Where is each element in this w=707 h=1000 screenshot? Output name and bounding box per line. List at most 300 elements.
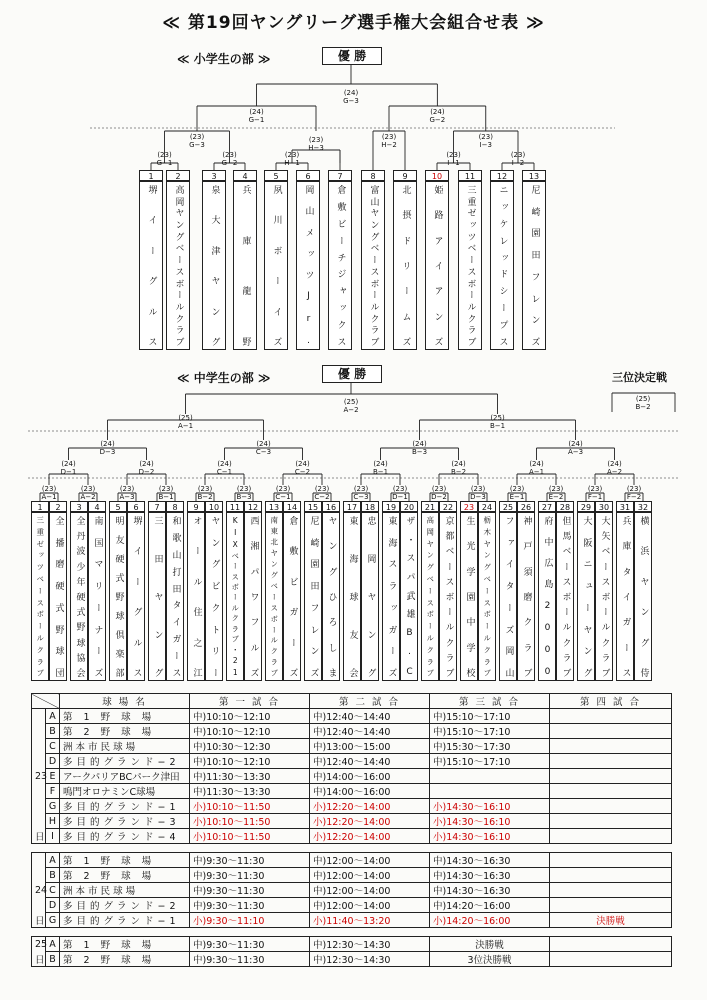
- junior-team-number: 16: [322, 501, 340, 512]
- junior-team-name: オ ー ル 住 之 江: [191, 516, 202, 677]
- schedule-row: [32, 937, 672, 952]
- junior-team-entry: [577, 512, 595, 681]
- game-label: (23) A−2: [80, 485, 96, 501]
- day-cell: [32, 868, 46, 883]
- junior-team-entry: [361, 512, 379, 681]
- game-label: (23) G−3: [189, 133, 205, 149]
- court-code: B: [46, 868, 60, 883]
- game-time: 中)15:30〜17:30: [430, 739, 550, 754]
- venue-name: アークパリアBCパーク津田: [60, 769, 190, 784]
- junior-team-name: ヤ ン グ ひ ろ し ま: [326, 516, 337, 677]
- elementary-team-name: 姫 路 ア イ ア ン ズ: [432, 185, 443, 346]
- game-time: 小)12:20〜14:00: [310, 799, 430, 814]
- game-time: 中)9:30〜11:30: [190, 868, 310, 883]
- game-time: [550, 829, 672, 844]
- junior-team-number: 14: [283, 501, 301, 512]
- elementary-team-name: 尼 崎 園 田 フ レ ン ズ: [529, 185, 540, 346]
- venue-name: 第 1 野 球 場: [60, 853, 190, 868]
- junior-team-number: 28: [556, 501, 574, 512]
- elementary-team-name: 岡 山 メ ッ ツ J r .: [303, 185, 314, 346]
- elementary-team-number: 9: [393, 170, 417, 181]
- schedule-header-row: [32, 694, 672, 709]
- junior-team-name: 三 重 ゼ ッ ツ ベ ー ス ボ ー ル ク ラ ブ: [35, 516, 45, 677]
- elementary-team-name: 倉 敷 ビ ー チ ジ ャ ッ ク ス: [335, 185, 346, 346]
- junior-team-name: 南 国 マ リ ー ナ ー ズ: [92, 516, 103, 677]
- schedule-row: [32, 754, 672, 769]
- junior-team-entry: [244, 512, 262, 681]
- junior-team-entry: [634, 512, 652, 681]
- game-time: 中)12:00〜14:00: [310, 898, 430, 913]
- schedule-row: [32, 898, 672, 913]
- junior-team-entry: [148, 512, 166, 681]
- elementary-team-number: 5: [264, 170, 288, 181]
- day-cell: [32, 898, 46, 913]
- day-cell: 23: [32, 769, 46, 784]
- court-code: G: [46, 799, 60, 814]
- elementary-team-entry: [328, 181, 352, 350]
- block-spacer-cell: [32, 844, 672, 853]
- junior-team-entry: [70, 512, 88, 681]
- game-label: (24) A−2: [606, 460, 623, 476]
- junior-team-entry: [595, 512, 613, 681]
- day-cell: [32, 724, 46, 739]
- game-label: (23) H−3: [308, 136, 324, 152]
- junior-team-name: 東 海 ス ラ ッ ガ ー ズ: [386, 516, 397, 677]
- game-time: 中)11:30〜13:30: [190, 769, 310, 784]
- junior-team-name: 明 友 硬 式 野 球 倶 楽 部: [113, 516, 124, 677]
- elementary-team-entry: [296, 181, 320, 350]
- junior-team-number: 15: [304, 501, 322, 512]
- game-time: 小)9:30〜11:10: [190, 913, 310, 928]
- junior-team-number: 29: [577, 501, 595, 512]
- venue-name: 鳴門オロナミンC球場: [60, 784, 190, 799]
- day-cell: 日: [32, 829, 46, 844]
- elementary-team-entry: [458, 181, 482, 350]
- game-time: 中)12:00〜14:00: [310, 868, 430, 883]
- junior-team-entry: [517, 512, 535, 681]
- junior-team-number: 23: [460, 501, 478, 512]
- junior-team-name: 府 中 広 島 2 0 0 0: [542, 516, 553, 677]
- schedule-row: [32, 739, 672, 754]
- game-label: (23) E−1: [509, 485, 525, 501]
- game-time: 中)12:30〜14:30: [310, 937, 430, 952]
- court-code: C: [46, 739, 60, 754]
- game-time: 中)14:30〜16:30: [430, 868, 550, 883]
- game-time: [550, 784, 672, 799]
- game-time: 中)15:10〜17:10: [430, 724, 550, 739]
- junior-team-number: 18: [361, 501, 379, 512]
- game-label: (23) D−1: [392, 485, 408, 501]
- junior-team-name: 南 東 北 ヤ ン グ ベ ー ス ボ ー ル ク ラ ブ: [269, 516, 279, 677]
- game-time: 中)13:00〜15:00: [310, 739, 430, 754]
- elementary-team-name: 富 山 ヤ ン グ ベ ー ス ボ ー ル ク ラ ブ: [368, 185, 379, 346]
- junior-team-entry: [322, 512, 340, 681]
- game-label: (24) C−2: [294, 460, 311, 476]
- game-time: 中)9:30〜11:30: [190, 952, 310, 967]
- court-code: A: [46, 853, 60, 868]
- junior-team-number: 6: [127, 501, 145, 512]
- column-header: 第 四 試 合: [550, 694, 672, 709]
- elementary-team-name: 夙 川 ボ ー イ ズ: [271, 185, 282, 346]
- game-label: (24) D−2: [138, 460, 155, 476]
- game-time: [550, 799, 672, 814]
- game-label: (23) H−1: [284, 151, 300, 167]
- elementary-team-number: 13: [522, 170, 546, 181]
- elementary-team-number: 7: [328, 170, 352, 181]
- game-time: 中)11:30〜13:30: [190, 784, 310, 799]
- game-time: 小)14:20〜16:00: [430, 913, 550, 928]
- game-time: [550, 937, 672, 952]
- junior-team-entry: [439, 512, 457, 681]
- game-label: (24) D−1: [60, 460, 77, 476]
- schedule-row: [32, 709, 672, 724]
- junior-champion-box: 優 勝: [322, 365, 382, 383]
- junior-team-number: 4: [88, 501, 106, 512]
- game-time: 中)14:20〜16:00: [430, 898, 550, 913]
- elementary-team-name: 高 岡 ヤ ン グ ベ ー ス ボ ー ル ク ラ ブ: [173, 185, 184, 346]
- junior-team-name: 倉 敷 ビ ガ ー ズ: [287, 516, 298, 677]
- game-time: [550, 883, 672, 898]
- junior-team-name: 全 播 磨 硬 式 野 球 団: [53, 516, 64, 677]
- schedule-row: [32, 853, 672, 868]
- column-header: 第 三 試 合: [430, 694, 550, 709]
- junior-team-entry: [31, 512, 49, 681]
- game-time: 小)11:40〜13:20: [310, 913, 430, 928]
- block-spacer: [32, 928, 672, 937]
- game-time: 小)14:30〜16:10: [430, 829, 550, 844]
- junior-team-name: 但 馬 ベ ー ス ボ ー ル ク ラ ブ: [560, 516, 571, 677]
- junior-section-label: ≪ 中学生の部 ≫: [177, 371, 271, 385]
- junior-team-entry: [616, 512, 634, 681]
- day-cell: [32, 739, 46, 754]
- schedule-row: [32, 769, 672, 784]
- game-label: (24) C−1: [216, 460, 233, 476]
- game-label: (23) G−2: [221, 151, 238, 167]
- game-time: 中)12:30〜14:30: [310, 952, 430, 967]
- game-time: 小)14:30〜16:10: [430, 814, 550, 829]
- court-code: A: [46, 937, 60, 952]
- elementary-team-entry: [264, 181, 288, 350]
- game-label: (23) D−3: [470, 485, 486, 501]
- game-time: 決勝戦: [550, 913, 672, 928]
- game-time: 中)14:00〜16:00: [310, 784, 430, 799]
- day-cell: [32, 814, 46, 829]
- block-spacer: [32, 844, 672, 853]
- game-time: [430, 784, 550, 799]
- game-label: (23) I−2: [510, 151, 526, 167]
- junior-team-name: 忠 岡 ヤ ン グ: [365, 516, 376, 677]
- schedule-row: [32, 784, 672, 799]
- game-time: 中)10:10〜12:10: [190, 754, 310, 769]
- day-cell: 日: [32, 952, 46, 967]
- game-time: [550, 739, 672, 754]
- elementary-team-number: 3: [202, 170, 226, 181]
- day-cell: [32, 754, 46, 769]
- game-label: (24) A−1: [528, 460, 545, 476]
- schedule-row: [32, 814, 672, 829]
- game-label: (23) A−1: [41, 485, 57, 501]
- game-label: (25) A−1: [177, 414, 194, 430]
- junior-team-entry: [49, 512, 67, 681]
- junior-team-number: 22: [439, 501, 457, 512]
- game-time: 中)9:30〜11:30: [190, 898, 310, 913]
- elementary-teams: [0, 170, 707, 350]
- game-time: 中)12:00〜14:00: [310, 883, 430, 898]
- elementary-team-name: 泉 大 津 ヤ ン グ: [209, 185, 220, 346]
- court-code: A: [46, 709, 60, 724]
- junior-team-entry: [187, 512, 205, 681]
- junior-team-name: 西 湘 パ ワ フ ル ズ: [248, 516, 259, 677]
- game-label: (24) G−2: [429, 108, 446, 124]
- venue-name: 多目的グランド−3: [60, 814, 190, 829]
- venue-name: 第 2 野 球 場: [60, 952, 190, 967]
- junior-team-number: 12: [244, 501, 262, 512]
- column-header: 球 場 名: [60, 694, 190, 709]
- junior-team-name: フ ァ イ タ ー ズ 岡 山: [503, 516, 514, 677]
- day-cell: [32, 709, 46, 724]
- venue-name: 多目的グランド−2: [60, 754, 190, 769]
- elementary-team-number: 1: [139, 170, 163, 181]
- venue-name: 洲 本 市 民 球 場: [60, 739, 190, 754]
- game-time: 小)14:30〜16:10: [430, 799, 550, 814]
- junior-team-number: 9: [187, 501, 205, 512]
- game-time: 小)12:20〜14:00: [310, 829, 430, 844]
- junior-team-entry: [127, 512, 145, 681]
- game-time: 中)10:30〜12:30: [190, 739, 310, 754]
- court-code: G: [46, 913, 60, 928]
- header-corner: [32, 694, 60, 709]
- game-time: 中)12:40〜14:40: [310, 709, 430, 724]
- junior-team-number: 30: [595, 501, 613, 512]
- junior-team-name: 三 田 ヤ ン グ: [152, 516, 163, 677]
- game-time: 小)12:20〜14:00: [310, 814, 430, 829]
- elementary-team-name: 兵 庫 龍 野: [240, 185, 251, 346]
- elementary-team-entry: [361, 181, 385, 350]
- schedule-row: [32, 799, 672, 814]
- game-label: (24) B−2: [450, 460, 467, 476]
- court-code: B: [46, 724, 60, 739]
- game-label: (24) G−3: [343, 89, 359, 105]
- game-label: (23) F−2: [626, 485, 642, 501]
- junior-team-name: 横 浜 ヤ ン グ 侍: [638, 516, 649, 677]
- schedule-row: [32, 913, 672, 928]
- day-cell: 24: [32, 883, 46, 898]
- elementary-team-entry: [166, 181, 190, 350]
- game-label: (23) I−1: [446, 151, 461, 167]
- game-label: (23) C−1: [275, 485, 291, 501]
- court-code: E: [46, 769, 60, 784]
- game-time: 中)14:00〜16:00: [310, 769, 430, 784]
- junior-team-number: 26: [517, 501, 535, 512]
- venue-name: 第 1 野 球 場: [60, 709, 190, 724]
- day-cell: 25: [32, 937, 46, 952]
- schedule-row: [32, 829, 672, 844]
- game-time: [550, 754, 672, 769]
- elementary-team-entry: [139, 181, 163, 350]
- elementary-team-number: 10: [425, 170, 449, 181]
- schedule-row: [32, 952, 672, 967]
- game-time: 中)15:10〜17:10: [430, 709, 550, 724]
- court-code: I: [46, 829, 60, 844]
- game-time: 中)10:10〜12:10: [190, 709, 310, 724]
- game-label: (23) F−1: [587, 485, 603, 501]
- elementary-team-number: 4: [233, 170, 257, 181]
- game-time: 中)12:40〜14:40: [310, 754, 430, 769]
- third-place-label: 三位決定戦: [612, 371, 667, 384]
- game-time: 中)10:10〜12:10: [190, 724, 310, 739]
- game-label: (23) B−2: [197, 485, 213, 501]
- junior-team-number: 17: [343, 501, 361, 512]
- junior-team-name: 京 都 ベ ー ス ボ ー ル ク ラ ブ: [443, 516, 454, 677]
- junior-team-name: 大 阪 ニ ュ ー ヤ ン グ: [581, 516, 592, 677]
- junior-team-entry: [304, 512, 322, 681]
- game-time: 中)15:10〜17:10: [430, 754, 550, 769]
- junior-team-entry: [166, 512, 184, 681]
- junior-team-entry: [382, 512, 400, 681]
- junior-team-number: 10: [205, 501, 223, 512]
- game-label: (23) C−3: [353, 485, 369, 501]
- elementary-team-name: 北 摂 ド リ ー ム ズ: [400, 185, 411, 346]
- schedule-row: [32, 868, 672, 883]
- elementary-team-number: 11: [458, 170, 482, 181]
- game-label: (25) B−1: [489, 414, 506, 430]
- schedule-table: [31, 693, 672, 967]
- junior-team-name: 和 歌 山 打 田 タ イ ガ ー ス: [170, 516, 181, 677]
- game-label: (24) A−3: [567, 440, 584, 456]
- elementary-team-number: 8: [361, 170, 385, 181]
- junior-team-entry: [205, 512, 223, 681]
- game-time: 中)12:00〜14:00: [310, 853, 430, 868]
- junior-team-name: 東 海 球 友 会: [347, 516, 358, 677]
- court-code: D: [46, 898, 60, 913]
- game-label: (23) C−2: [314, 485, 330, 501]
- game-time: 中)9:30〜11:30: [190, 853, 310, 868]
- game-time: [550, 898, 672, 913]
- junior-team-name: 高 岡 ヤ ン グ ベ ー ス ボ ー ル ク ラ ブ: [425, 516, 435, 677]
- game-label: (24) G−1: [248, 108, 265, 124]
- game-label: (23) G−1: [156, 151, 173, 167]
- schedule-row: [32, 724, 672, 739]
- junior-team-number: 1: [31, 501, 49, 512]
- elementary-team-number: 12: [490, 170, 514, 181]
- game-label: (23) E−2: [548, 485, 564, 501]
- junior-team-entry: [400, 512, 418, 681]
- junior-team-entry: [283, 512, 301, 681]
- game-label: (24) D−3: [99, 440, 116, 456]
- junior-team-entry: [421, 512, 439, 681]
- venue-name: 多目的グランド−4: [60, 829, 190, 844]
- game-time: [550, 709, 672, 724]
- game-time: [430, 769, 550, 784]
- game-time: 中)14:30〜16:30: [430, 853, 550, 868]
- game-time: 小)10:10〜11:50: [190, 799, 310, 814]
- court-code: C: [46, 883, 60, 898]
- schedule-row: [32, 883, 672, 898]
- junior-team-name: 全 丹 波 少 年 硬 式 野 球 協 会: [74, 516, 85, 677]
- junior-team-name: 堺 イ ー グ ル ス: [131, 516, 142, 677]
- court-code: H: [46, 814, 60, 829]
- game-label: (25) B−2: [635, 395, 651, 411]
- junior-team-entry: [556, 512, 574, 681]
- game-label: (23) A−3: [119, 485, 135, 501]
- elementary-team-name: 三 重 ゼ ッ ツ ベ ー ス ボ ー ル ク ラ ブ: [465, 185, 476, 346]
- junior-team-number: 21: [421, 501, 439, 512]
- junior-team-number: 2: [49, 501, 67, 512]
- elementary-team-name: 堺 イ ー グ ル ス: [146, 185, 157, 346]
- game-time: [550, 724, 672, 739]
- elementary-section-label: ≪ 小学生の部 ≫: [177, 52, 271, 66]
- game-label: (24) B−1: [372, 460, 389, 476]
- column-header: 第 二 試 合: [310, 694, 430, 709]
- junior-team-name: 兵 庫 タ イ ガ ー ス: [620, 516, 631, 677]
- junior-team-name: 神 戸 須 磨 ク ラ ブ: [521, 516, 532, 677]
- game-time: [550, 814, 672, 829]
- elementary-team-number: 2: [166, 170, 190, 181]
- junior-team-name: ザ ・ ス パ 武 雄 B . C: [404, 516, 415, 677]
- junior-team-entry: [226, 512, 244, 681]
- elementary-team-entry: [233, 181, 257, 350]
- game-label: (23) B−3: [236, 485, 252, 501]
- junior-team-number: 11: [226, 501, 244, 512]
- day-cell: [32, 853, 46, 868]
- junior-team-number: 7: [148, 501, 166, 512]
- elementary-champion-box: 優 勝: [322, 47, 382, 65]
- day-cell: [32, 799, 46, 814]
- elementary-team-entry: [522, 181, 546, 350]
- junior-team-number: 24: [478, 501, 496, 512]
- game-time: [550, 868, 672, 883]
- junior-team-number: 8: [166, 501, 184, 512]
- venue-name: 洲 本 市 民 球 場: [60, 883, 190, 898]
- game-label: (25) A−2: [343, 398, 359, 414]
- game-label: (24) B−3: [411, 440, 428, 456]
- venue-name: 第 1 野 球 場: [60, 937, 190, 952]
- elementary-team-number: 6: [296, 170, 320, 181]
- game-label: (24) C−3: [255, 440, 272, 456]
- game-time: 小)10:10〜11:50: [190, 814, 310, 829]
- junior-team-name: K I X ベ ー ス ボ ー ル ク ラ ブ ・ 2 1: [230, 516, 240, 677]
- block-spacer-cell: [32, 928, 672, 937]
- game-time: 中)9:30〜11:30: [190, 937, 310, 952]
- junior-team-entry: [343, 512, 361, 681]
- junior-team-number: 5: [109, 501, 127, 512]
- junior-team-entry: [88, 512, 106, 681]
- junior-teams: [0, 501, 707, 681]
- venue-name: 多目的グランド−1: [60, 913, 190, 928]
- junior-team-number: 13: [265, 501, 283, 512]
- junior-team-name: 尼 崎 園 田 フ レ ン ズ: [308, 516, 319, 677]
- game-time: [550, 952, 672, 967]
- court-code: D: [46, 754, 60, 769]
- junior-team-entry: [538, 512, 556, 681]
- junior-team-name: 大 矢 ベ ー ス ボ ー ル ク ラ ブ: [599, 516, 610, 677]
- day-cell: 日: [32, 913, 46, 928]
- junior-team-number: 31: [616, 501, 634, 512]
- game-time: 3位決勝戦: [430, 952, 550, 967]
- venue-name: 多目的グランド−1: [60, 799, 190, 814]
- court-code: F: [46, 784, 60, 799]
- elementary-team-entry: [202, 181, 226, 350]
- venue-name: 多目的グランド−2: [60, 898, 190, 913]
- game-label: (23) D−2: [431, 485, 447, 501]
- venue-name: 第 2 野 球 場: [60, 724, 190, 739]
- game-time: 決勝戦: [430, 937, 550, 952]
- elementary-team-entry: [393, 181, 417, 350]
- junior-team-number: 19: [382, 501, 400, 512]
- game-time: 中)12:40〜14:40: [310, 724, 430, 739]
- page-title: ≪ 第19回ヤングリーグ選手権大会組合せ表 ≫: [162, 13, 545, 33]
- elementary-team-name: ニ ッ ケ レ ッ ド シ ー プ ス: [497, 185, 508, 346]
